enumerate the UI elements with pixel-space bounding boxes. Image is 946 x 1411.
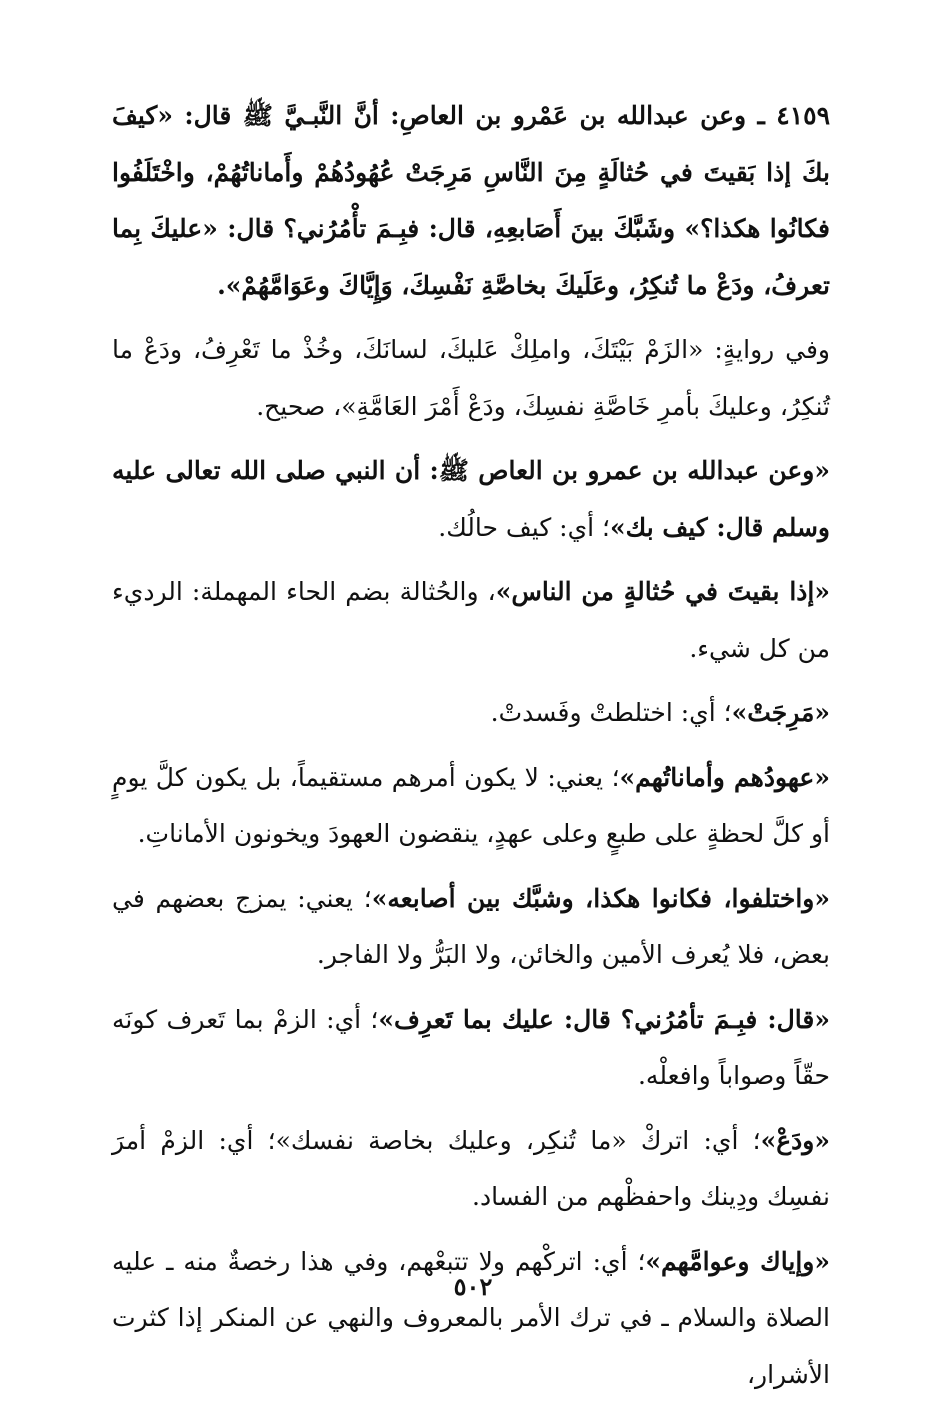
commentary-explanation: ؛ أي: كيف حالُك. [438, 512, 611, 542]
commentary-quote: «قال: فبِـمَ تأمُرُني؟ قال: عليك بما تَعرِف» [378, 1004, 830, 1034]
commentary-quote: «مَرِجَتْ» [731, 698, 830, 727]
page-text-body [112, 88, 830, 1411]
hadith-riwaya-text: وفي روايةٍ: «الزَمْ بَيْتَكَ، واملِكْ عَليكَ، لسانَكَ، وخُذْ ما تَعْرِفُ، ودَعْ ما تُنكِرُ، وعليكَ بأمرِ خَاصَّةِ نفسِكَ، ودَعْ أَمْرَ العَامَّةِ»، صحيح. [112, 335, 830, 421]
commentary-paragraph [112, 1234, 830, 1404]
hadith-riwaya-paragraph [112, 322, 830, 435]
commentary-explanation: ، والحُثالة بضم الحاء المهملة: الرديء من كل شيء. [112, 577, 830, 663]
commentary-explanation: ؛ يعني: يمزج بعضهم في بعض، فلا يُعرف الأمين والخائن، ولا البَرُّ ولا الفاجر. [112, 883, 830, 969]
commentary-paragraph [112, 564, 830, 677]
page-number: ٥٠٢ [453, 1272, 493, 1301]
commentary-quote: «واختلفوا، فكانوا هكذا، وشبَّك بين أصابعه» [371, 883, 830, 913]
commentary-explanation: ؛ أي: الزمْ بما تَعرف كونَه حقّاً وصواباً وافعلْه. [112, 1004, 830, 1090]
commentary-paragraph [112, 1113, 830, 1226]
commentary-paragraph [112, 750, 830, 863]
commentary-quote: «وإياك وعوامَّهم» [645, 1246, 830, 1276]
hadith-number: ٤١٥٩ ـ [757, 101, 830, 130]
commentary-quote: «إذا بقيتَ في حُثالةٍ من الناس» [495, 577, 830, 606]
commentary-explanation: ؛ أي: اتركْ «ما تُنكِر، وعليك بخاصة نفسك»؛ أي: الزمْ أمرَ نفسِك ودِينك واحفظْهم من الفساد. [112, 1125, 830, 1211]
commentary-paragraph [112, 685, 830, 742]
commentary-explanation: ؛ يعني: لا يكون أمرهم مستقيماً، بل يكون كلَّ يومٍ أو كلَّ لحظةٍ على طبعٍ وعلى عهدٍ، ينقضون العهودَ ويخونون الأماناتِ. [112, 762, 830, 848]
commentary-paragraph [112, 992, 830, 1105]
commentary-explanation: ؛ أي: اختلطتْ وفَسدتْ. [490, 698, 732, 727]
commentary-quote: «ودَعْ» [760, 1125, 830, 1155]
commentary-paragraph [112, 871, 830, 984]
commentary-quote: «وعن عبدالله بن عمرو بن العاص ﷺ: أن النبي صلى الله تعالى عليه وسلم قال: كيف بك» [112, 456, 830, 542]
hadith-main-text: وعن عبدالله بن عَمْرو بن العاصِ: أنَّ النَّبـيَّ ﷺ قال: «كيفَ بكَ إذا بَقيتَ في حُثالَةٍ مِنَ النَّاسِ مَرِجَتْ عُهُودُهُمْ وأَماناتُهُمْ، واخْتَلَفُوا فكانُوا هكذا؟» وشَبَّكَ بينَ أَصَابعِهِ، قال: فبِـمَ تأْمُرُني؟ قال: «عليكَ بِما تعرفُ، ودَعْ ما تُنكِرُ، وعَلَيكَ بخاصَّةِ نَفْسِكَ، وَإِيَّاكَ وعَوَامَّهُمْ». [112, 101, 830, 300]
commentary-quote: «عهودُهم وأماناتُهم» [619, 762, 830, 792]
commentary-paragraph [112, 443, 830, 556]
hadith-paragraph [112, 88, 830, 314]
commentary-explanation: ؛ أي: اتركْهم ولا تتبعْهم، وفي هذا رخصةٌ منه ـ عليه الصلاة والسلام ـ في ترك الأمر بالمعروف والنهي عن المنكر إذا كثرت الأشرار، [112, 1246, 830, 1389]
